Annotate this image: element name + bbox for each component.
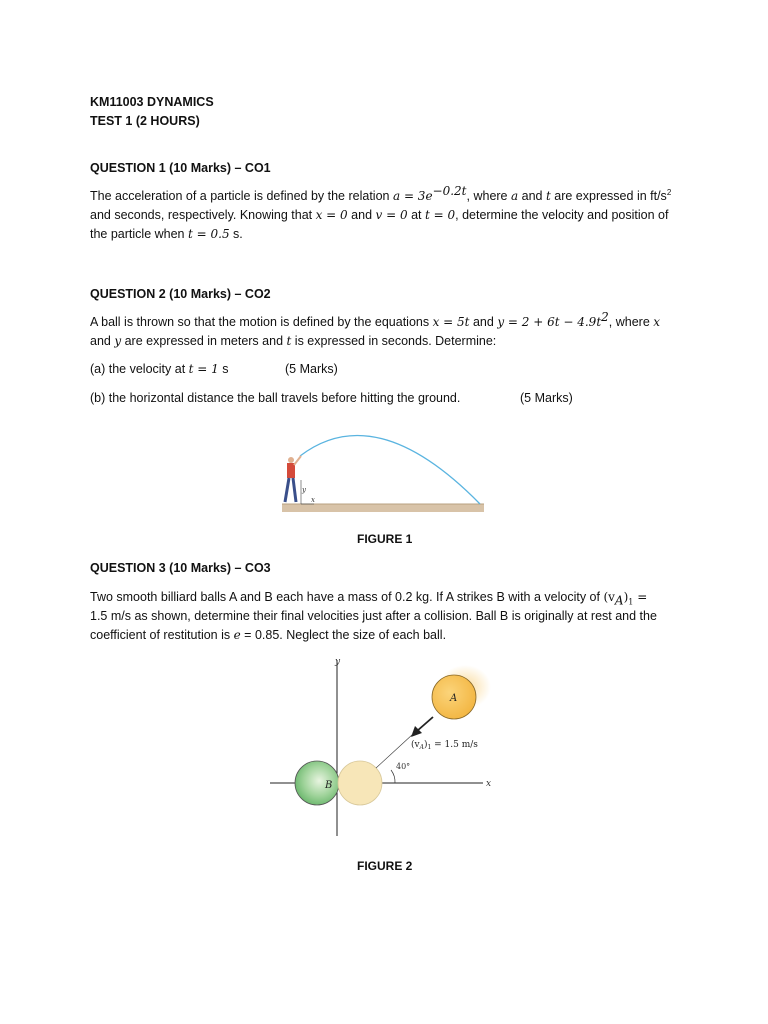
- fig1-y-label: y: [302, 486, 306, 494]
- question-1-title: QUESTION 1 (10 Marks) – CO1: [90, 161, 271, 175]
- question-2b: (b) the horizontal distance the ball travels before hitting the ground.: [90, 391, 461, 405]
- question-2-title: QUESTION 2 (10 Marks) – CO2: [90, 287, 271, 301]
- figure-1-caption: FIGURE 1: [357, 532, 413, 546]
- question-3-text: Two smooth billiard balls A and B each have a mass of 0.2 kg. If A strikes B with a velocity of $(v_A)_1$ = 1.5 m/s as shown, determine their final velocities just after a collision. Ball B is originally at rest and the coefficient of restitution is e = 0.85. Neglect the size of each ball.: [90, 590, 657, 642]
- question-1-text: The acceleration of a particle is defined by the relation $a = 3e^{-0.2t}$, where a and t are expressed in $ft/s^2$ and seconds, respectively. Knowing that x = 0 and v = 0 at t = 0, determine the velocity and position of the particle when t = 0.5 s.: [90, 183, 672, 241]
- angle-arc: [391, 770, 395, 783]
- question-2a: (a) the velocity at t = 1 s: [90, 362, 229, 376]
- thrower-figure: [285, 456, 301, 502]
- figure-2-caption: FIGURE 2: [357, 859, 413, 873]
- fig2-x-label: x: [486, 779, 492, 789]
- question-2a-marks: (5 Marks): [285, 362, 338, 376]
- ground: [282, 504, 484, 512]
- angle-label: 40°: [396, 762, 411, 771]
- course-code: KM11003 DYNAMICS: [90, 95, 214, 109]
- trajectory-path: [300, 435, 480, 504]
- fig1-x-label: x: [311, 496, 315, 504]
- velocity-arrow: [417, 717, 433, 731]
- fig2-y-label: y: [335, 657, 341, 667]
- question-2-text: A ball is thrown so that the motion is defined by the equations x = 5t and $y = 2 + 6t - 4.9t^2$, where x and y are expressed in meters and t is expressed in seconds. Determine:: [90, 309, 661, 348]
- question-2b-marks: (5 Marks): [520, 391, 573, 405]
- test-title: TEST 1 (2 HOURS): [90, 114, 200, 128]
- question-3-title: QUESTION 3 (10 Marks) – CO3: [90, 561, 271, 575]
- ball-b-label: B: [325, 780, 333, 791]
- velocity-label: $(v_A)_1 = 1.5$ m/s: [411, 740, 478, 751]
- ball-a-impact: [338, 761, 382, 805]
- ball-b: [295, 761, 339, 805]
- ball-a-label: A: [450, 693, 458, 704]
- figure-2-collision: [265, 652, 505, 840]
- figure-1-trajectory: [280, 420, 486, 516]
